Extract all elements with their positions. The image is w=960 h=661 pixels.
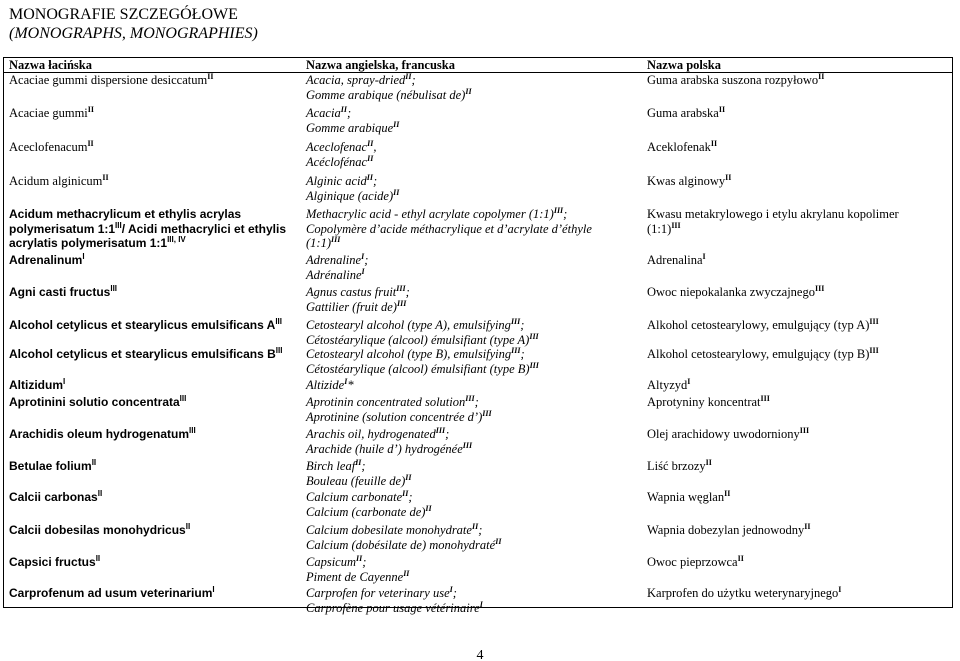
latin-name: Aprotinini solutio concentrata$^{III}$ (9, 394, 187, 409)
polish-name: Owoc niepokalanka zwyczajnego$^{III}$ (647, 283, 825, 299)
english-french-name: Capsicum$^{II}$; Piment de Cayenne$^{II}$ (306, 553, 410, 584)
polish-name: Altyzyd$^I$ (647, 376, 691, 392)
english-french-name: Cetostearyl alcohol (type A), emulsifying$^{III}$; Cétostéarylique (alcool) émulsifiant (type A)$^{III}$ (306, 316, 539, 347)
title-polish: MONOGRAFIE SZCZEGÓŁOWE (9, 6, 238, 23)
latin-name: Calcii carbonas$^{II}$ (9, 489, 103, 504)
english-french-name: Aprotinin concentrated solution$^{III}$; Aprotinine (solution concentrée d’)$^{III}$ (306, 393, 492, 424)
polish-name: Owoc pieprzowca$^{II}$ (647, 553, 744, 569)
polish-name: Kwas alginowy$^{II}$ (647, 172, 732, 188)
latin-name: Acaciae gummi dispersione desiccatum$^{II}$ (9, 71, 214, 87)
english-french-name: Alginic acid$^{II}$; Alginique (acide)$^{II}$ (306, 172, 400, 203)
latin-name: Acidum methacrylicum et ethylis acrylas polymerisatum $1:1^{III}/$ Acidi methacrylici et ethylis acrylatis polymerisatum $1:1^{III, IV}$ (9, 207, 287, 250)
english-french-name: Calcium dobesilate monohydrate$^{II}$; Calcium (dobésilate de) monohydraté$^{II}$ (306, 521, 502, 552)
polish-name: Alkohol cetostearylowy, emulgujący (typ B)$^{III}$ (647, 345, 879, 361)
latin-name: Adrenalinum$^I$ (9, 252, 85, 267)
latin-name: Altizidum$^I$ (9, 377, 66, 392)
english-french-name: Methacrylic acid - ethyl acrylate copolymer (1:1)$^{III}$; Copolymère d’acide méthacrylique et d’acrylate d’éthyle (1:1)$^{III}$ (306, 205, 592, 250)
polish-name: Guma arabska$^{II}$ (647, 104, 726, 120)
header-english-french: Nazwa angielska, francuska (306, 58, 455, 72)
english-french-name: Altizide$^I$* (306, 376, 354, 392)
english-french-name: Cetostearyl alcohol (type B), emulsifying$^{III}$; Cétostéarylique (alcool) émulsifiant (type B)$^{III}$ (306, 345, 539, 376)
polish-name: Alkohol cetostearylowy, emulgujący (typ A)$^{III}$ (647, 316, 879, 332)
polish-name: Adrenalina$^I$ (647, 251, 706, 267)
latin-name: Agni casti fructus$^{III}$ (9, 284, 118, 299)
english-french-name: Agnus castus fruit$^{III}$; Gattilier (fruit de)$^{III}$ (306, 283, 410, 314)
latin-name: Capsici fructus$^{II}$ (9, 554, 101, 569)
polish-name: Kwasu metakrylowego i etylu akrylanu kopolimer (1:1)$^{III}$ (647, 207, 899, 236)
english-french-name: Calcium carbonate$^{II}$; Calcium (carbonate de)$^{II}$ (306, 488, 432, 519)
latin-name: Carprofenum ad usum veterinarium$^I$ (9, 585, 215, 600)
monographs-table (3, 57, 953, 615)
header-latin: Nazwa łacińska (9, 58, 92, 72)
english-french-name: Acacia, spray-dried$^{II}$; Gomme arabique (nébulisat de)$^{II}$ (306, 71, 472, 102)
english-french-name: Acacia$^{II}$; Gomme arabique$^{II}$ (306, 104, 400, 135)
english-french-name: Arachis oil, hydrogenated$^{III}$; Arachide (huile d’) hydrogénée$^{III}$ (306, 425, 473, 456)
english-french-name: Aceclofenac$^{II}$, Acéclofénac$^{II}$ (306, 138, 377, 169)
latin-name: Calcii dobesilas monohydricus$^{II}$ (9, 522, 191, 537)
polish-name: Olej arachidowy uwodorniony$^{III}$ (647, 425, 810, 441)
document-title (9, 5, 258, 43)
polish-name: Wapnia węglan$^{II}$ (647, 488, 731, 504)
polish-name: Guma arabska suszona rozpyłowo$^{II}$ (647, 71, 825, 87)
latin-name: Alcohol cetylicus et stearylicus emulsificans $B^{III}$ (9, 346, 283, 361)
page-number: 4 (476, 648, 484, 661)
polish-name: Liść brzozy$^{II}$ (647, 457, 712, 473)
polish-name: Aprotyniny koncentrat$^{III}$ (647, 393, 770, 409)
header-polish: Nazwa polska (647, 58, 721, 72)
latin-name: Acaciae gummi$^{II}$ (9, 104, 95, 120)
polish-name: Aceklofenak$^{II}$ (647, 138, 718, 154)
latin-name: Acidum alginicum$^{II}$ (9, 172, 109, 188)
latin-name: Arachidis oleum hydrogenatum$^{III}$ (9, 426, 196, 441)
title-english-french: (MONOGRAPHS, MONOGRAPHIES) (9, 25, 258, 42)
polish-name: Karprofen do użytku weterynaryjnego$^I$ (647, 584, 842, 600)
english-french-name: Carprofen for veterinary use$^I$; Carprofène pour usage vétérinaire$^I$ (306, 584, 483, 615)
latin-name: Alcohol cetylicus et stearylicus emulsificans $A^{III}$ (9, 317, 282, 332)
latin-name: Aceclofenacum$^{II}$ (9, 138, 94, 154)
english-french-name: Birch leaf$^{II}$; Bouleau (feuille de)$^{II}$ (306, 457, 412, 488)
latin-name: Betulae folium$^{II}$ (9, 458, 97, 473)
polish-name: Wapnia dobezylan jednowodny$^{II}$ (647, 521, 811, 537)
english-french-name: Adrenaline$^I$; Adrénaline$^I$ (306, 251, 369, 282)
